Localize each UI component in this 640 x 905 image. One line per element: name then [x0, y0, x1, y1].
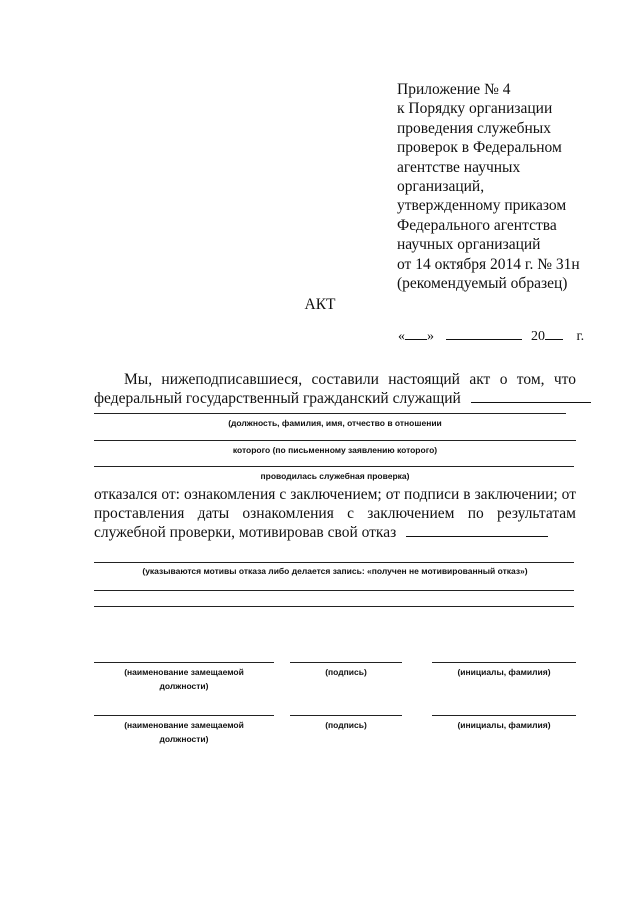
para2-line3-text: служебной проверки, мотивировав свой отказ	[94, 524, 397, 541]
inspection-line	[94, 466, 574, 467]
appendix-note	[397, 80, 580, 293]
appendix-line: научных организаций	[397, 236, 541, 254]
appendix-line: к Порядку организации	[397, 100, 553, 118]
sig1-signature-caption: (подпись)	[325, 667, 367, 677]
para2-line3	[94, 523, 548, 542]
appendix-line: агентстве научных	[397, 158, 521, 176]
appendix-line: проведения служебных	[397, 119, 551, 137]
date-close-quote: »	[427, 329, 434, 344]
sig2-signature-caption: (подпись)	[325, 720, 367, 730]
appendix-line: утвержденному приказом	[397, 197, 567, 215]
appendix-line: Приложение № 4	[397, 81, 511, 98]
motives-line-2	[94, 590, 574, 591]
employee-blank	[471, 390, 591, 403]
sig2-position-line	[94, 715, 274, 716]
sig1-signature-line	[290, 662, 402, 663]
month-blank	[446, 327, 522, 340]
para1-line2-text: федеральный государственный гражданский служащий	[94, 390, 461, 407]
caption-position: (должность, фамилия, имя, отчество в отношении	[228, 418, 442, 428]
appendix-line: от 14 октября 2014 г. № 31н	[397, 255, 580, 273]
sig2-position-caption: (наименование замещаемой должности)	[124, 720, 244, 744]
document-title: АКТ	[304, 296, 336, 313]
caption-request: которого (по письменному заявлению которого)	[232, 445, 438, 455]
year-blank	[545, 327, 563, 340]
motives-line	[94, 562, 574, 563]
sig2-name-caption: (инициалы, фамилия)	[457, 720, 551, 730]
year-prefix: 20	[531, 329, 545, 344]
sig2-signature-line	[290, 715, 402, 716]
sig1-name-caption: (инициалы, фамилия)	[457, 667, 551, 677]
refusal-blank	[406, 524, 548, 537]
sig1-position-caption: (наименование замещаемой должности)	[124, 667, 244, 691]
motives-line-3	[94, 606, 574, 607]
sig1-position-line	[94, 662, 274, 663]
sig2-name-line	[432, 715, 576, 716]
caption-inspection: проводилась служебная проверка)	[260, 471, 410, 481]
caption-motives: (указываются мотивы отказа либо делается запись: «получен не мотивированный отказ»)	[142, 566, 528, 576]
para1-line2	[94, 389, 591, 408]
appendix-line: организаций,	[397, 178, 485, 196]
para2-line1: отказался от: ознакомления с заключением; от подписи в заключении; от	[94, 486, 576, 503]
year-suffix: г.	[576, 329, 585, 344]
appendix-line: (рекомендуемый образец)	[397, 275, 568, 293]
employee-line	[94, 413, 566, 414]
date-line	[398, 327, 584, 345]
para2-line2: проставления даты ознакомления с заключением по результатам	[94, 505, 576, 522]
appendix-line: проверок в Федеральном	[397, 139, 562, 157]
day-blank	[405, 327, 427, 340]
appendix-line: Федерального агентства	[397, 216, 557, 234]
request-line	[94, 440, 576, 441]
date-open-quote: «	[398, 329, 405, 344]
para1-line1: Мы, нижеподписавшиеся, составили настоящий акт о том, что	[124, 371, 576, 388]
sig1-name-line	[432, 662, 576, 663]
